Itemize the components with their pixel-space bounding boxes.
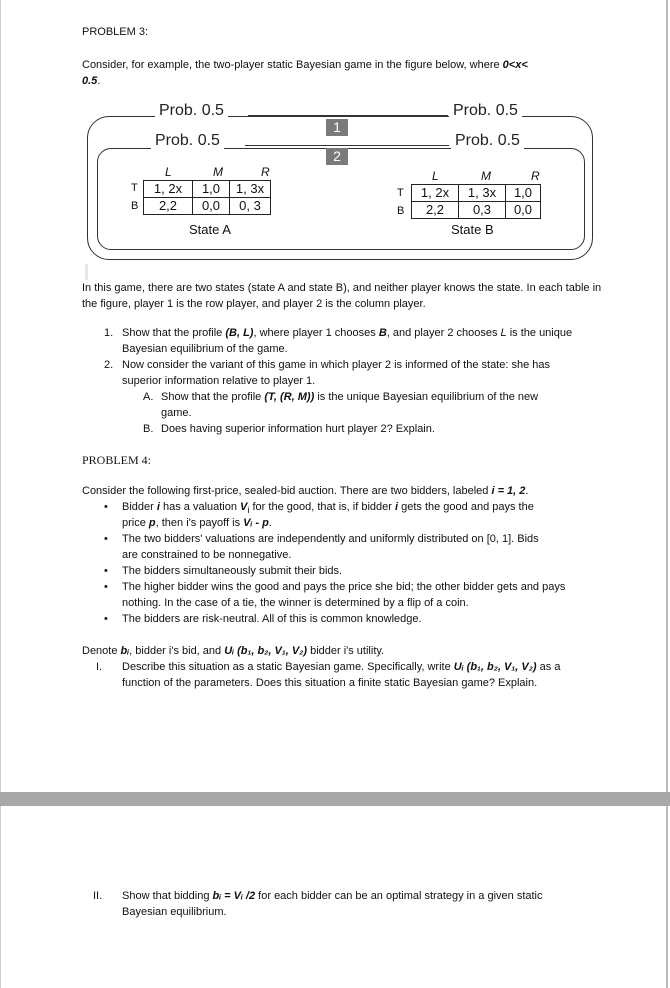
state-a-payoff-table bbox=[143, 180, 271, 215]
q1-number: 1. bbox=[104, 327, 114, 339]
state-a-cell-TR: 1, 3x bbox=[230, 181, 271, 198]
state-b-col-L: L bbox=[432, 169, 439, 183]
prob-bottom-left: Prob. 0.5 bbox=[151, 132, 224, 150]
bullet1-line2: price p, then i's payoff is Vᵢ - p. bbox=[122, 517, 272, 529]
state-b-cell-TL: 1, 2x bbox=[412, 185, 459, 202]
state-b-cell-BR: 0,0 bbox=[506, 202, 541, 219]
qII-line2: Bayesian equilibrium. bbox=[122, 906, 227, 918]
state-a-cell-TL: 1, 2x bbox=[144, 181, 193, 198]
info-line-bottom bbox=[245, 145, 449, 146]
state-a-cell-BR: 0, 3 bbox=[230, 198, 271, 215]
bullet2-line2: are constrained to be nonnegative. bbox=[122, 549, 292, 561]
page-separator bbox=[0, 792, 670, 806]
table-row bbox=[412, 202, 541, 219]
problem3-intro-line2: 0.5. bbox=[82, 75, 101, 87]
bayesian-game-figure bbox=[85, 98, 595, 260]
state-b-cell-TM: 1, 3x bbox=[459, 185, 506, 202]
bullet5-line: The bidders are risk-neutral. All of this is common knowledge. bbox=[122, 613, 422, 625]
qA-number: A. bbox=[143, 391, 154, 403]
condition-x: 0<x< bbox=[502, 59, 528, 71]
state-a-cell-BL: 2,2 bbox=[144, 198, 193, 215]
text-cursor-mark bbox=[85, 264, 88, 280]
q2-line1: Now consider the variant of this game in which player 2 is informed of the state: she has bbox=[122, 359, 550, 371]
page-2 bbox=[0, 806, 668, 988]
bullet-dot: • bbox=[104, 565, 108, 577]
qA-line2: game. bbox=[161, 407, 192, 419]
state-b-payoff-table bbox=[411, 184, 541, 219]
prob-bottom-right: Prob. 0.5 bbox=[451, 132, 524, 150]
bullet4-line2: nothing. In the case of a tie, the winner is determined by a flip of a coin. bbox=[122, 597, 469, 609]
prob-top-left: Prob. 0.5 bbox=[155, 102, 228, 120]
q1-line2: Bayesian equilibrium of the game. bbox=[122, 343, 288, 355]
problem4-intro: Consider the following first-price, sealed-bid auction. There are two bidders, labeled i = 1, 2. bbox=[82, 485, 529, 497]
state-a-cell-TM: 1,0 bbox=[193, 181, 230, 198]
qI-line2: function of the parameters. Does this situation a finite static Bayesian game? Explain. bbox=[122, 677, 538, 689]
state-b-row-T: T bbox=[397, 187, 404, 199]
qI-line1: Describe this situation as a static Bayesian game. Specifically, write Uᵢ (b₁, b₂, V₁, V₂) as a bbox=[122, 661, 561, 673]
state-a-col-L: L bbox=[165, 165, 172, 179]
q2-number: 2. bbox=[104, 359, 114, 371]
state-b-row-B: B bbox=[397, 205, 405, 217]
table-row bbox=[144, 181, 271, 198]
qII-number: II. bbox=[93, 890, 103, 902]
state-a-row-T: T bbox=[131, 182, 138, 194]
bullet4-line1: The higher bidder wins the good and pays the price she bid; the other bidder gets and pays bbox=[122, 581, 566, 593]
qA-line1: Show that the profile (T, (R, M)) is the unique Bayesian equilibrium of the new bbox=[161, 391, 539, 403]
state-a-row-B: B bbox=[131, 200, 139, 212]
state-b-cell-TR: 1,0 bbox=[506, 185, 541, 202]
qI-number: I. bbox=[96, 661, 103, 673]
state-b-cell-BM: 0,3 bbox=[459, 202, 506, 219]
player1-badge: 1 bbox=[326, 119, 348, 136]
qB-number: B. bbox=[143, 423, 154, 435]
bullet-dot: • bbox=[104, 581, 108, 593]
table-row bbox=[412, 185, 541, 202]
denote-line: Denote bᵢ, bidder i's bid, and Uᵢ (b₁, b₂, V₁, V₂) bidder i's utility. bbox=[82, 645, 385, 657]
bullet-dot: • bbox=[104, 613, 108, 625]
state-a-col-R: R bbox=[261, 165, 270, 179]
problem3-paragraph: In this game, there are two states (state A and state B), and neither player knows the state. In each table in the figure, player 1 is the row player, and player 2 is the column player. bbox=[82, 282, 602, 310]
qII-line1: Show that bidding bᵢ = Vᵢ /2 for each bidder can be an optimal strategy in a given static bbox=[122, 890, 543, 902]
q2-line2: superior information relative to player 1. bbox=[122, 375, 316, 387]
bullet-dot: • bbox=[104, 501, 108, 513]
problem3-heading: PROBLEM 3: bbox=[82, 26, 149, 38]
bullet3-line: The bidders simultaneously submit their bids. bbox=[122, 565, 343, 577]
state-a-label: State A bbox=[189, 222, 231, 237]
state-b-cell-BL: 2,2 bbox=[412, 202, 459, 219]
bullet1-line1: Bidder i has a valuation $V_i$ for the good, that is, if bidder i gets the good and pays the bbox=[122, 501, 534, 516]
player2-badge: 2 bbox=[326, 148, 348, 165]
state-b-label: State B bbox=[451, 222, 494, 237]
problem3-intro-line1: Consider, for example, the two-player static Bayesian game in the figure below, where 0<x< bbox=[82, 59, 528, 71]
state-b-col-R: R bbox=[531, 169, 540, 183]
state-a-col-M: M bbox=[213, 165, 223, 179]
state-a-cell-BM: 0,0 bbox=[193, 198, 230, 215]
qB-line: Does having superior information hurt player 2? Explain. bbox=[161, 423, 435, 435]
prob-top-right: Prob. 0.5 bbox=[449, 102, 522, 120]
problem4-heading: PROBLEM 4: bbox=[82, 453, 152, 467]
table-row bbox=[144, 198, 271, 215]
bullet2-line1: The two bidders' valuations are independently and uniformly distributed on [0, 1]. Bids bbox=[122, 533, 539, 545]
info-line-top bbox=[248, 115, 448, 116]
state-b-col-M: M bbox=[481, 169, 491, 183]
q1-line1: Show that the profile (B, L), where player 1 chooses B, and player 2 chooses L is the unique bbox=[122, 327, 573, 339]
bullet-dot: • bbox=[104, 533, 108, 545]
